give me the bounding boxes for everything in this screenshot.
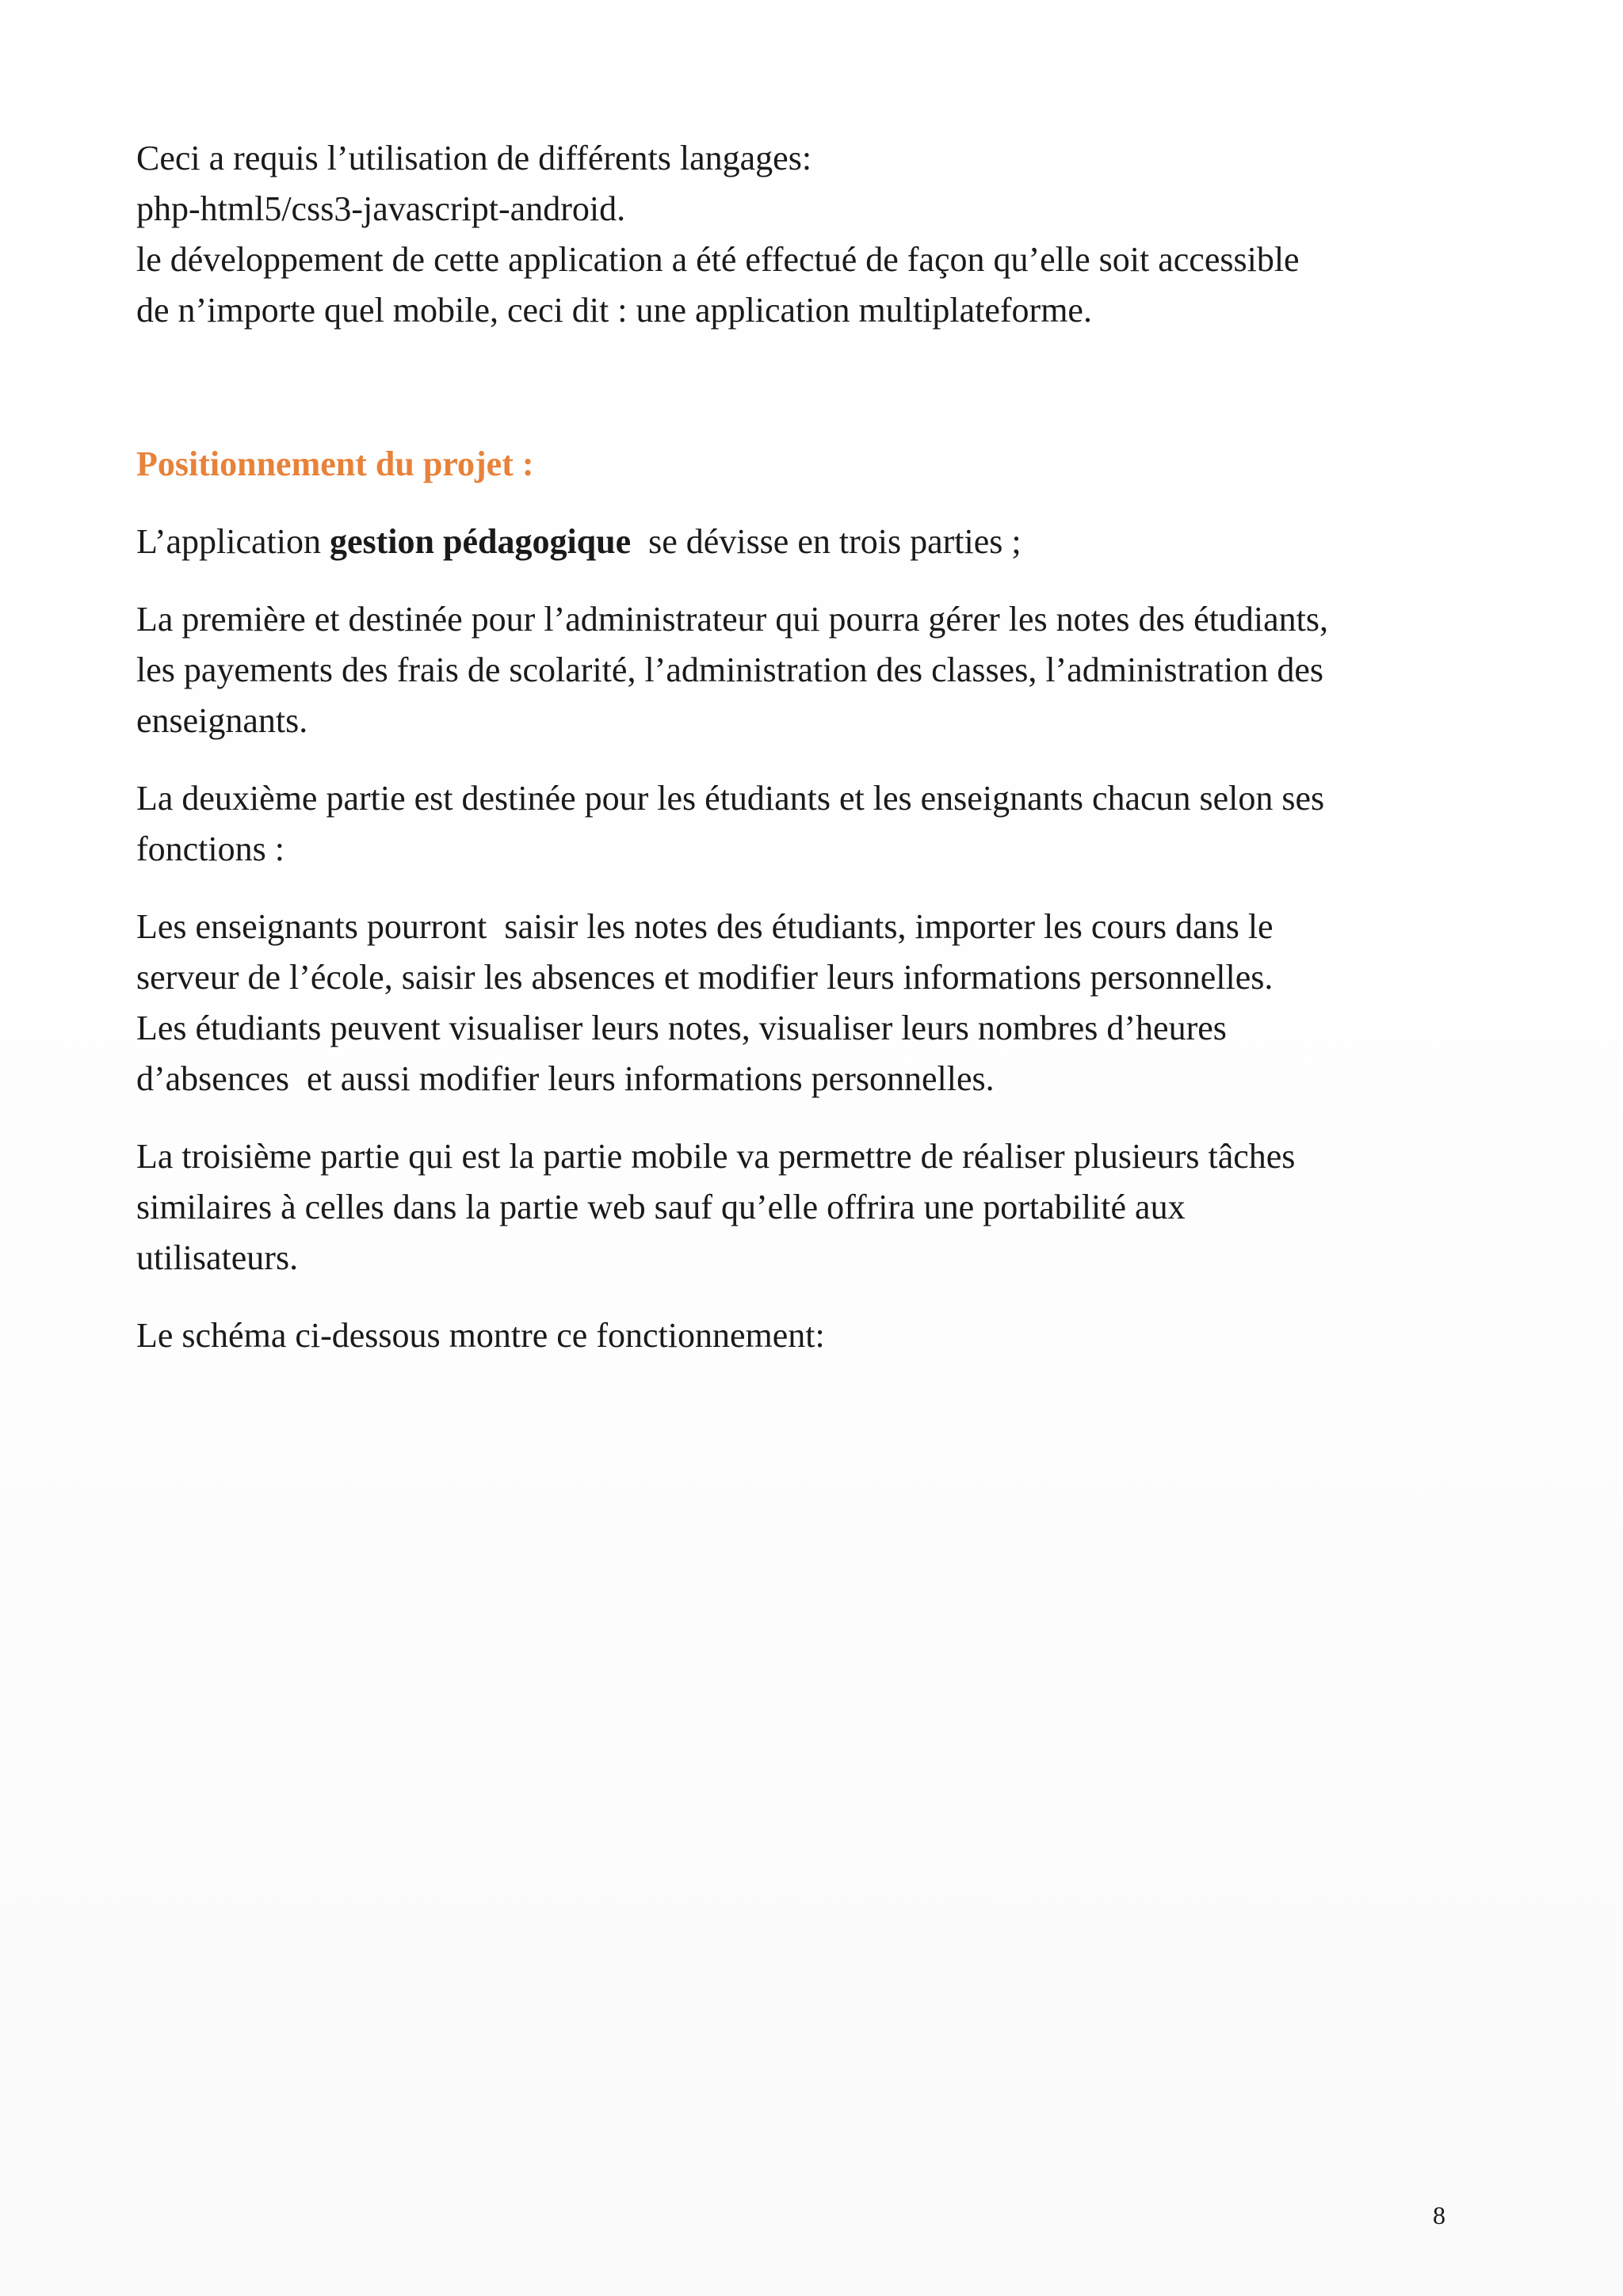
- paragraph-line: les payements des frais de scolarité, l’administration des classes, l’administration des: [136, 650, 1324, 689]
- section-heading: Positionnement du projet :: [136, 444, 534, 483]
- paragraph-line: utilisateurs.: [136, 1238, 299, 1277]
- paragraph-line: enseignants.: [136, 701, 308, 740]
- section-intro-line: [136, 517, 1484, 567]
- application-name: gestion pédagogique: [329, 522, 632, 561]
- paragraph-line: serveur de l’école, saisir les absences et modifier leurs informations personnelles.: [136, 958, 1274, 997]
- paragraph-mobile-part: [136, 1131, 1484, 1283]
- intro-line: Ceci a requis l’utilisation de différents langages:: [136, 139, 812, 177]
- paragraph-teachers-students: [136, 902, 1484, 1104]
- paragraph-second-part: [136, 773, 1484, 875]
- intro-prefix: L’application: [136, 522, 330, 561]
- page-number: 8: [1433, 2201, 1445, 2229]
- paragraph-line: La troisième partie qui est la partie mobile va permettre de réaliser plusieurs tâches: [136, 1137, 1296, 1176]
- page-content: [136, 133, 1484, 1361]
- intro-line: le développement de cette application a été effectué de façon qu’elle soit accessible: [136, 240, 1300, 279]
- paragraph-line: La première et destinée pour l’administrateur qui pourra gérer les notes des étudiants,: [136, 600, 1329, 639]
- paragraph-line: Les étudiants peuvent visualiser leurs notes, visualiser leurs nombres d’heures: [136, 1009, 1227, 1047]
- paragraph-line: La deuxième partie est destinée pour les étudiants et les enseignants chacun selon ses: [136, 779, 1325, 818]
- paragraph-line: Le schéma ci-dessous montre ce fonctionnement:: [136, 1316, 825, 1355]
- intro-line: php-html5/css3-javascript-android.: [136, 189, 626, 228]
- paragraph-line: Les enseignants pourront saisir les notes des étudiants, importer les cours dans le: [136, 907, 1274, 946]
- paragraph-line: similaires à celles dans la partie web sauf qu’elle offrira une portabilité aux: [136, 1188, 1186, 1226]
- paragraph-admin: [136, 594, 1484, 746]
- intro-line: de n’importe quel mobile, ceci dit : une application multiplateforme.: [136, 291, 1092, 330]
- intro-suffix: se dévisse en trois parties ;: [631, 522, 1022, 561]
- paragraph-line: d’absences et aussi modifier leurs informations personnelles.: [136, 1059, 995, 1098]
- paragraph-line: fonctions :: [136, 830, 285, 868]
- paragraph-schema-intro: [136, 1310, 1484, 1361]
- intro-paragraph: [136, 133, 1484, 336]
